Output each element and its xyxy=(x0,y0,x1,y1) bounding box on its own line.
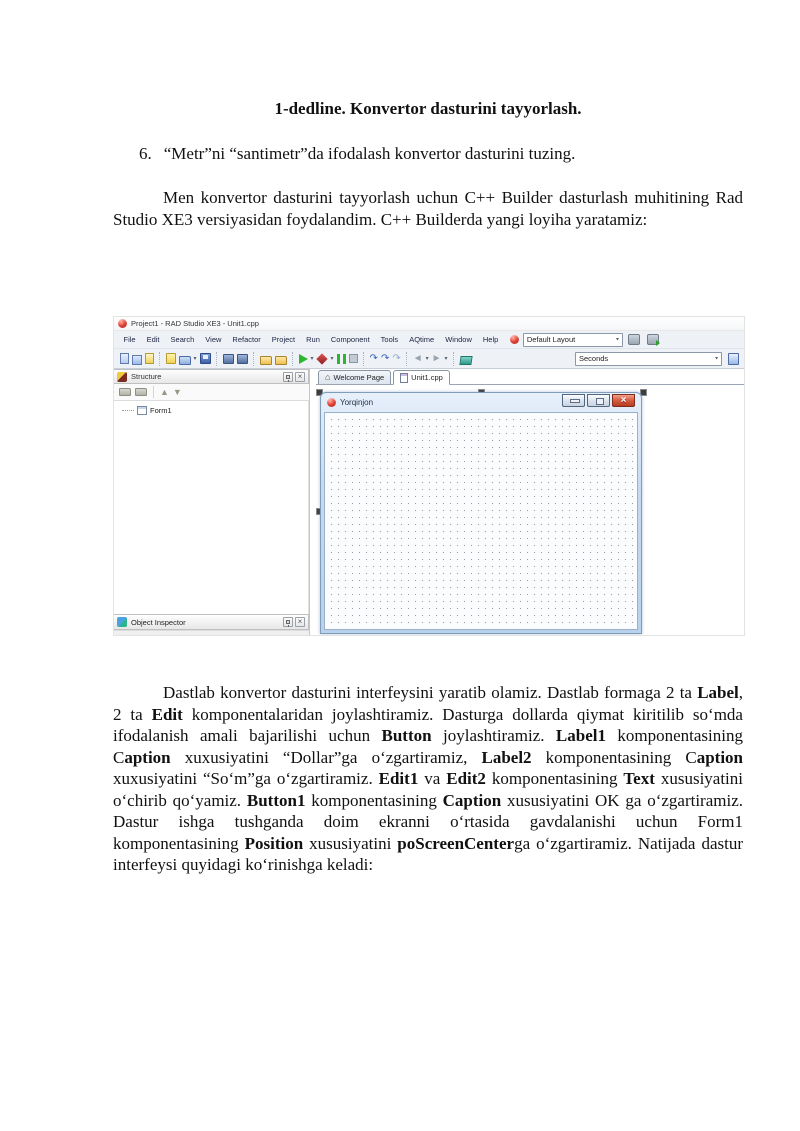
chevron-down-icon: ▾ xyxy=(615,337,619,343)
close-button[interactable] xyxy=(295,372,305,382)
build-config-icon[interactable] xyxy=(728,353,739,365)
object-inspector-icon xyxy=(117,617,127,627)
forward-icon[interactable] xyxy=(432,353,442,365)
app-icon xyxy=(118,319,127,328)
structure-tree xyxy=(114,401,309,614)
form-app-icon xyxy=(327,398,336,407)
tab-welcome-page[interactable] xyxy=(318,370,391,384)
step-over-icon[interactable] xyxy=(381,354,389,364)
list-item-number: 6. xyxy=(139,144,152,163)
back-dropdown-icon[interactable] xyxy=(426,353,429,365)
toolbar-separator xyxy=(363,352,364,366)
new-items-icon[interactable] xyxy=(120,353,129,364)
menu-item-view[interactable]: View xyxy=(205,335,222,344)
tab-label: Unit1.cpp xyxy=(411,373,443,382)
home-icon xyxy=(325,373,330,382)
close-icon xyxy=(298,618,303,626)
form-title: Yorqinjon xyxy=(340,397,374,407)
target-combo[interactable] xyxy=(575,352,722,366)
menu-right-cluster xyxy=(510,333,661,347)
move-up-icon[interactable] xyxy=(160,386,169,398)
tab-label: Welcome Page xyxy=(333,373,385,382)
minimize-button[interactable] xyxy=(562,394,585,407)
menu-item-component[interactable]: Component xyxy=(330,335,370,344)
run-until-return-icon[interactable] xyxy=(392,354,400,364)
divider xyxy=(153,386,154,398)
trace-into-icon[interactable] xyxy=(370,354,378,364)
move-down-icon[interactable] xyxy=(173,386,182,398)
save-as-icon[interactable] xyxy=(223,354,234,364)
toolbar-separator xyxy=(453,352,454,366)
pin-button[interactable] xyxy=(283,372,293,382)
object-inspector-title: Object Inspector xyxy=(131,617,186,627)
close-button[interactable] xyxy=(612,394,635,407)
menu-item-run[interactable]: Run xyxy=(306,335,320,344)
editor-tabbar xyxy=(316,369,744,385)
close-icon xyxy=(298,373,303,381)
tree-item-label: Form1 xyxy=(150,406,172,415)
tab-unit1-cpp[interactable] xyxy=(393,370,450,385)
pin-button[interactable] xyxy=(283,617,293,627)
forward-dropdown-icon[interactable] xyxy=(445,353,448,365)
form-client-grid[interactable] xyxy=(324,412,638,630)
ide-titlebar xyxy=(114,317,744,331)
expand-all-icon[interactable] xyxy=(119,388,131,396)
list-item xyxy=(139,144,743,164)
structure-panel-header xyxy=(114,369,309,384)
menu-item-file[interactable]: File xyxy=(123,335,136,344)
toolbar-separator xyxy=(292,352,293,366)
open-dropdown-icon[interactable] xyxy=(194,353,197,365)
add-file-icon[interactable] xyxy=(145,353,154,364)
close-button[interactable] xyxy=(295,617,305,627)
new-file-icon[interactable] xyxy=(166,353,176,364)
menu-bar xyxy=(114,331,744,349)
menu-item-search[interactable]: Search xyxy=(170,335,195,344)
structure-panel-title: Structure xyxy=(131,372,162,381)
object-inspector-clipped-row xyxy=(114,630,309,635)
open-file-icon[interactable] xyxy=(179,356,191,365)
save-all-icon[interactable] xyxy=(237,354,248,364)
window-title: Project1 - RAD Studio XE3 - Unit1.cpp xyxy=(131,319,259,328)
back-icon[interactable] xyxy=(413,353,423,365)
paragraph-2: Dastlab konvertor dasturini interfeysini yaratib olamiz. Dastlab formaga 2 ta Label, 2 ta Edit komponentalaridan joylashtiramiz. Dasturga dollarda qiymat kiritilib so‘mda ifodalanish amali bajarilishi uchun Button joylashtiramiz. Label1 komponentasining Caption xuxusiyatini “Dollar”ga o‘zgartiramiz, Label2 komponentasining Caption xuxusiyatini “So‘m”ga o‘zgartiramiz. Edit1 va Edit2 komponentasining Text xususiyatini o‘chirib qo‘yamiz. Button1 komponentasining Caption xususiyatini OK ga o‘zgartiramiz. Dastur ishga tushganda doim ekranni o‘rtasida gavdalanishi uchun Form1 komponentasining Position xususiyatini poScreenCenterga o‘zgartiramiz. Natijada dastur interfeysi quyidagi ko‘rinishga keladi: xyxy=(113,683,744,874)
menu-item-edit[interactable]: Edit xyxy=(146,335,160,344)
menu-item-help[interactable]: Help xyxy=(482,335,499,344)
form-titlebar xyxy=(321,393,641,411)
collapse-all-icon[interactable] xyxy=(135,388,147,396)
menu-bar-items xyxy=(118,335,504,344)
tree-item-form1[interactable] xyxy=(122,406,308,415)
structure-toolbar xyxy=(114,384,309,401)
maximize-button[interactable] xyxy=(587,394,610,407)
toolbar xyxy=(114,349,744,369)
toolbar-separator xyxy=(159,352,160,366)
form-designer xyxy=(316,385,744,635)
run-icon[interactable] xyxy=(299,354,308,364)
designed-form-window[interactable] xyxy=(320,392,642,634)
menu-item-tools[interactable]: Tools xyxy=(380,335,399,344)
ide-content xyxy=(114,369,744,635)
run-params-dropdown-icon[interactable] xyxy=(331,353,334,365)
menu-item-aqtime[interactable]: AQtime xyxy=(409,335,435,344)
pin-icon xyxy=(286,620,290,624)
toolbar-separator xyxy=(216,352,217,366)
menu-item-refactor[interactable]: Refactor xyxy=(232,335,261,344)
form-window-buttons xyxy=(562,394,635,407)
target-combo-value: Seconds xyxy=(579,354,609,363)
toolbar-groups xyxy=(118,352,473,366)
remove-from-project-icon[interactable] xyxy=(275,356,287,365)
desktop-layout-value: Default Layout xyxy=(526,335,576,344)
run-dropdown-icon[interactable] xyxy=(311,353,314,365)
menu-item-project[interactable]: Project xyxy=(271,335,296,344)
tree-connector xyxy=(122,410,134,411)
list-item-text: “Metr”ni “santimetr”da ifodalash konvertor dasturini tuzing. xyxy=(163,144,576,163)
save-desktop-icon[interactable] xyxy=(628,334,640,345)
stop-icon[interactable] xyxy=(349,354,358,363)
toolbar-separator xyxy=(253,352,254,366)
save-icon[interactable] xyxy=(200,353,211,364)
install-packages-icon[interactable] xyxy=(459,356,472,365)
pause-icon[interactable] xyxy=(337,354,346,364)
use-unit-icon[interactable] xyxy=(132,355,142,365)
pin-icon xyxy=(286,375,290,379)
toolbar-right-cluster xyxy=(575,352,740,366)
menu-item-window[interactable]: Window xyxy=(445,335,472,344)
page-title: 1-dedline. Konvertor dasturini tayyorlash. xyxy=(274,99,582,118)
add-to-project-icon[interactable] xyxy=(260,356,272,365)
form-icon xyxy=(137,406,147,415)
editor-region xyxy=(316,369,744,635)
run-without-debugging-icon[interactable] xyxy=(316,353,327,364)
toolbar-separator xyxy=(406,352,407,366)
paragraph-1: Men konvertor dasturini tayyorlash uchun C++ Builder dasturlash muhitining Rad Studio XE3 versiyasidan foydalandim. C++ Builderda yangi loyiha yaratamiz: xyxy=(113,188,743,229)
structure-icon xyxy=(117,372,127,382)
set-debug-desktop-icon[interactable] xyxy=(647,334,659,345)
desktop-layout-combo[interactable] xyxy=(523,333,623,347)
object-inspector-header xyxy=(114,614,309,630)
cpp-file-icon xyxy=(400,373,408,383)
left-dock xyxy=(114,369,310,635)
chevron-down-icon: ▾ xyxy=(714,356,718,362)
codegear-icon[interactable] xyxy=(510,335,519,344)
ide-screenshot xyxy=(113,316,745,636)
